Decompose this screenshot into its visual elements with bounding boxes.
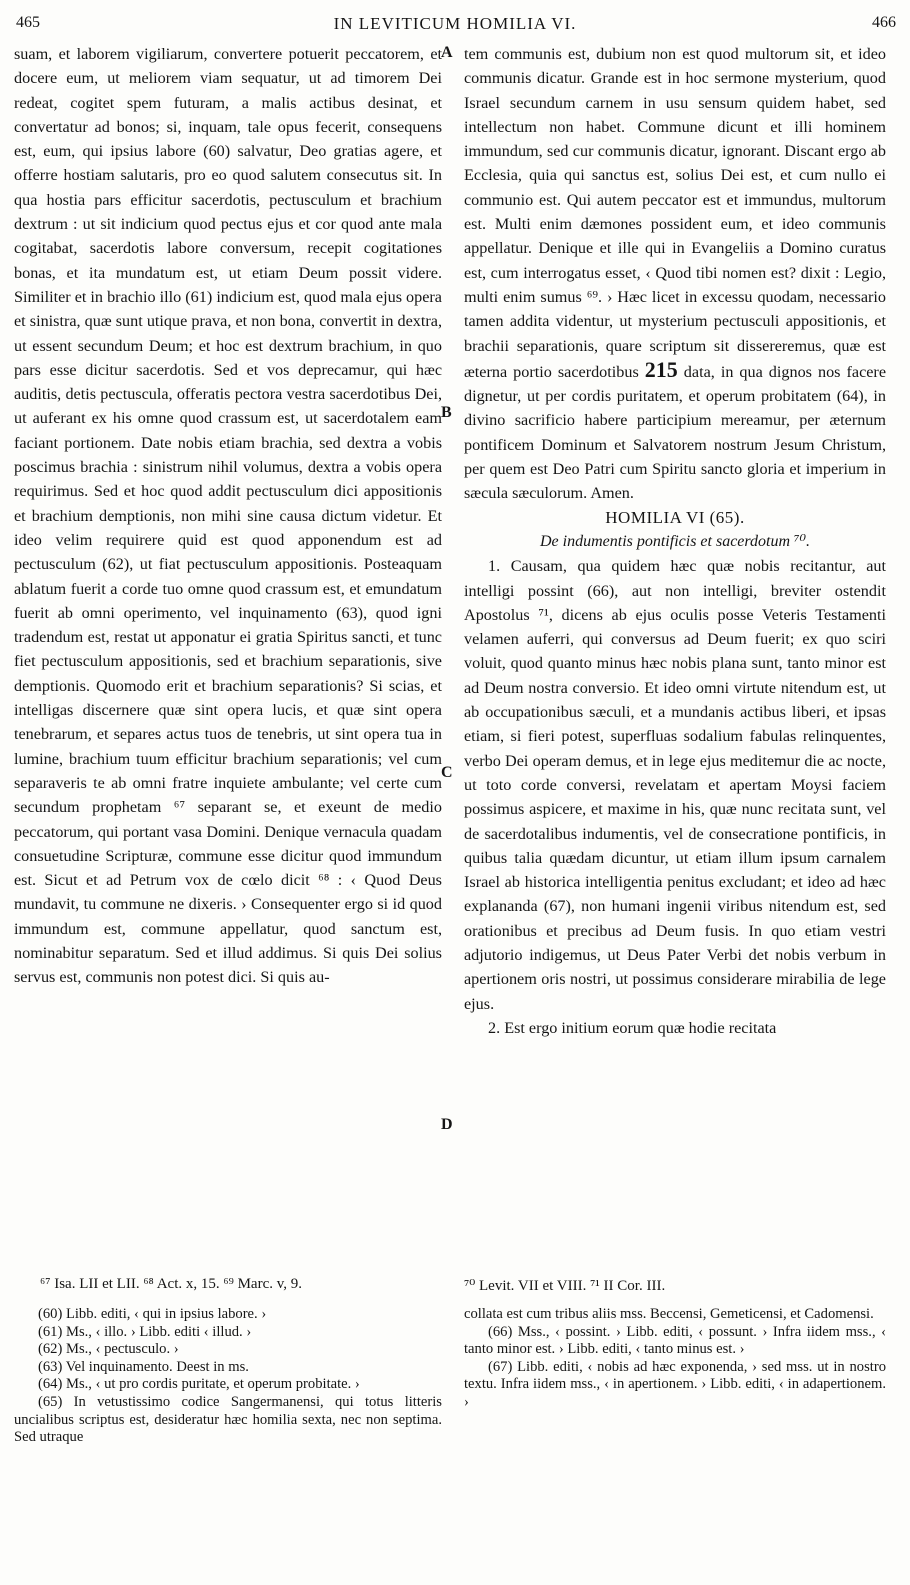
page-number-left: 465 xyxy=(16,14,40,31)
footnote-64: (64) Ms., ‹ ut pro cordis puritate, et operum probitate. › xyxy=(38,1376,360,1393)
footnote-65-continued: collata est cum tribus aliis mss. Beccensi, Gemeticensi, et Cadomensi. xyxy=(464,1306,874,1322)
left-column xyxy=(14,42,442,990)
margin-mark-c: C xyxy=(441,764,453,781)
homily-subtitle: De indumentis pontificis et sacerdotum ⁷⁰. xyxy=(539,532,810,550)
footnote-63: (63) Vel inquinamento. Deest in ms. xyxy=(38,1358,249,1375)
footnotes-right xyxy=(464,1306,886,1412)
footnote-66: (66) Mss., ‹ possint. › Libb. editi, ‹ possunt. › Infra iidem mss., ‹ tanto minor est. › Libb. editi, ‹ tanto minus est. › xyxy=(464,1323,886,1358)
homily-title: HOMILIA VI (65). xyxy=(605,507,745,527)
footnote-60: (60) Libb. editi, ‹ qui in ipsius labore. › xyxy=(38,1306,267,1322)
paragraph-2: 2. Est ergo initium eorum quæ hodie recitata xyxy=(488,1018,777,1037)
scripture-refs-right: ⁷⁰ Levit. VII et VIII. ⁷¹ II Cor. III. xyxy=(464,1278,666,1294)
running-title: IN LEVITICUM HOMILIA VI. xyxy=(333,14,577,33)
paragraph-text-before-marker: tem communis est, dubium non est quod multorum sit, et ideo communis dicatur. Grande est in hoc sermone mysterium, quod Israel secundum carnem in usu sensum quidem habet, sed intellectum non habet. Commune dicunt et illi hominem immundum, sed cur communis dicatur, ignorant. Discant ergo ab Ecclesia, quia qui sanctus est, solius Dei est, et cum nullo ei communio est. Qui autem peccator est et immundus, multorum est. Multi enim dæmones possident eum, et ideo communis appellatur. Denique et ille qui in Evangeliis a Domino curatus est, cum interrogatus esset, ‹ Quod tibi nomen est? dixit : Legio, multi enim sumus ⁶⁹. › Hæc licet in excessu quodam, necessario tamen addita videntur, ut mysterium pectusculi appositionis, et brachii separationis, quare scriptum sit dissereremus, quæ est æterna portio sacerdotibus xyxy=(464,45,886,381)
page-marker: 215 xyxy=(644,356,678,382)
scripture-refs-left: ⁶⁷ Isa. LII et LII. ⁶⁸ Act. x, 15. ⁶⁹ Marc. v, 9. xyxy=(40,1276,303,1292)
footnote-61: (61) Ms., ‹ illo. › Libb. editi ‹ illud. › xyxy=(38,1323,252,1340)
margin-mark-d: D xyxy=(441,1116,453,1133)
page-number-right: 466 xyxy=(872,14,896,31)
margin-mark-b: B xyxy=(441,404,452,421)
footnote-62: (62) Ms., ‹ pectusculo. › xyxy=(38,1341,179,1358)
paragraph-text-after-marker: data, in qua dignos nos facere dignetur, ut per cordis puritatem, et operum probitatem (64), in divino sacrificio habere participium mereamur, per æternum pontificem Dominum et Salvatorem nostrum Jesum Christum, per quem est Deo Patri cum Spiritu sancto gloria et imperium in sæcula sæculorum. Amen. xyxy=(464,362,887,503)
right-column xyxy=(464,42,886,1040)
footnotes-left xyxy=(14,1306,442,1447)
footnote-67: (67) Libb. editi, ‹ nobis ad hæc exponenda, › sed mss. ut in nostro textu. Infra iidem mss., ‹ in apertionem. › Libb. editi, ‹ in adapertionem. › xyxy=(464,1358,886,1410)
paragraph-1: 1. Causam, qua quidem hæc quæ nobis recitantur, aut intelligi possint (66), aut non intelligi, breviter ostendit Apostolus ⁷¹, dicens ab ejus oculis posse Veteris Testamenti velamen auferri, qui conversus ad Deum fuerit; ex quo sciri voluit, quod quanto minus hæc nobis plana sunt, tanto minor est ad Deum nostra conversio. Et ideo omni virtute nitendum est, ut ab occupationibus sæculi, et a mundanis actibus liberi, et ipsas etiam, si fieri potest, superfluas sodalium fabulas relinquentes, verbo Dei operam demus, et in lege ejus meditemur die ac nocte, ut toto corde conversi, revelatam et apertam Moysi faciem possimus aspicere, et maxime in his, quæ nunc recitata sunt, vel de sacerdotalibus indumentis, vel de consecratione pontificis, in quibus talia quædam dicuntur, ut etiam illum ipsum carnalem Israel ab historica intelligentia penitus excludant; et ideo ad hæc explananda (67), non humani ingenii viribus nitendum est, sed orationibus et precibus ad Deum fusis. In quo etiam vestri adjutorio indigemus, ut Deus Pater Verbi det nobis verbum in apertionem oris nostri, ut possimus considerare mirabilia de lege ejus. xyxy=(464,557,886,1013)
page-header xyxy=(10,6,900,40)
footnote-65: (65) In vetustissimo codice Sangermanensi, qui totus litteris uncialibus scriptus est, desideratur hæc homilia sexta, nec non septima. Sed utraque xyxy=(14,1393,442,1446)
paragraph-continuation xyxy=(464,42,886,506)
margin-mark-a: A xyxy=(441,44,453,61)
left-column-text: suam, et laborem vigiliarum, convertere potuerit peccatorem, et docere eum, ut meliorem viam sequatur, ut ad timorem Dei redeat, cogitet spem futuram, a malis actibus desinat, et convertatur ad bonos; si, inquam, tale opus fecerit, consequens est, eum, qui ipsius labore (60) salvatur, Deo gratias agere, et offerre hostiam salutaris, pro eo quod salutem consecutus sit. In qua hostia pars efficitur sacerdotis, pectusculum et brachium dextrum : ut sit indicium quod pectus ejus et cor quod ante mala cogitabat, sacerdotis labore conversum, recepit cogitationes bonas, et ita mundatum est, ut etiam Deum possit videre. Similiter et in brachio illo (61) indicium est, quod mala ejus opera et sinistra, quæ sunt utique prava, et non bona, convertit in dextra, ut essent secundum Deum; et hoc est dextrum brachium, in quo pars esse dicitur sacerdotis. Sed et vos deprecamur, qui hæc auditis, detis pectuscula, offeratis pectora vestra sacerdotibus Dei, ut auferant ex his omne quod crassum est, ut sacerdotalem eam faciant portionem. Date nobis etiam brachia, sed dextra a vobis poscimus brachia : sinistrum nihil volumus, dextra a vobis opera requirimus. Sed et hoc quod addit pectusculum dici appositionis et brachium demptionis, non mihi sine causa dictum videtur. Et ideo velim requirere quid est quod apponendum est ad pectusculum (62), ut fiat pectusculum appositionis. Posteaquam ablatum fuerit a corde tuo omne quod crassum est, et emundatum fuerit ab omni operimento, vel inquinamento (63), quod igni tradendum est, restat ut apponatur ei gratia Spiritus sancti, et tunc fiet pectusculum appositionis, sed et brachium separationis, sive demptionis. Quomodo erit et brachium separationis? Si scias, et intelligas discernere quæ sint opera lucis, et quæ sint opera tenebrarum, et separes actus tuos de tenebris, ut sint opera tua in lumine, brachium tuum efficitur brachium separationis; vel cum separaveris te ab omni fratre inquiete ambulante; vel certe cum secundum prophetam ⁶⁷ separant se, et exeunt de medio peccatorum, qui portant vasa Domini. Denique vernacula quadam consuetudine Scripturæ, commune esse dicitur quod immundum est. Sicut et ad Petrum vox de cœlo dicit ⁶⁸ : ‹ Quod Deus mundavit, tu commune ne dixeris. › Consequenter ergo si id quod immundum est, commune appellatur, quod sanctum est, nominabitur separatum. Sed et illud addimus. Si quis Dei solius servus est, communis non potest dici. Si quis au- xyxy=(14,45,442,987)
